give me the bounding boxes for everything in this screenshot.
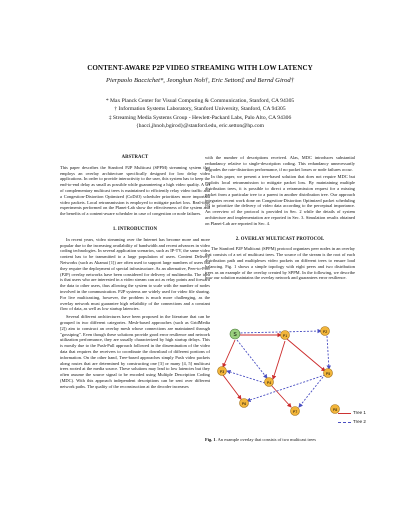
legend-tree2: Tree 2	[353, 419, 366, 424]
svg-text:P3: P3	[219, 370, 225, 374]
tree2-edge	[299, 377, 323, 407]
right-paragraph-2: In this paper, we present a tree-based solution that does not require MDC but exploits local retransmission to mitigate packet loss. By maintaining multiple distribution trees, it is possible to direct a retransmission request for a missing packet from a particular tree to a parent in another distribution tree. Our approach integrates recent work done on Congestion-Distortion Optimized packet scheduling [6] to prioritize the delivery of video data according to the perceptual importance. An overview of the protocol is provided in Sec. 2 while the details of system architecture and implementation are reported in Sec. 3. Simulation results obtained on Planet-Lab are reported in Sec. 4.	[205, 174, 355, 226]
node-p5	[324, 369, 333, 378]
right-column	[205, 155, 355, 283]
intro-paragraph-2: Several different architectures have been proposed in the literature that can be grouped in two different categories. Mesh-based approaches (such as GridMedia [2]) aim to construct an overlay mesh whose connections are maintained through "gossiping". Even though these solutions provide good error resilience and network utilization performance, they are usually characterized by high startup delays. This is mostly due to the Push-Pull approach followed in the dissemination of the video data that requires the receivers to coordinate the download of different portions of information. On the other hand, Tree-based approaches simply Push video packets along routes that are determined by constructing one [3] or many [4, 5] multicast trees rooted at the media source. These solutions may lead to low latencies but they often assume the source signal to be encoded using Multiple Description Coding (MDC). With this approach independent descriptions can be sent over different network paths. The quality of the reconstruction at the decoder increases	[60, 314, 210, 389]
svg-text:P7: P7	[292, 410, 298, 414]
svg-text:P5: P5	[325, 372, 331, 376]
tree2-edge	[247, 375, 325, 401]
legend-tree1: Tree 1	[353, 410, 366, 415]
node-p7	[291, 407, 300, 416]
svg-text:P1: P1	[282, 334, 288, 338]
legend-swatch-tree2	[338, 422, 351, 423]
node-source	[230, 329, 240, 339]
tree2-edge	[327, 336, 329, 369]
svg-text:P6: P6	[241, 402, 247, 406]
tree1-edge	[223, 340, 235, 367]
tree1-edge	[287, 339, 325, 371]
node-p2	[321, 327, 330, 336]
intro-paragraph-1: In recent years, video streaming over the Internet has become more and more popular due to the increasing availability of bandwidth and recent advances in video coding technologies. In several application scenarios, such as IP-TV, the same video content has to be transmitted to a large population of users. Content Delivery Networks (such as Akamai [1]) are often used to support large numbers of users but they require the deployment of special infrastructure. As an alternative, Peer-to-Peer (P2P) overlay networks have been considered for delivery of multimedia. The idea is that users who are interested in a video stream can act as relay points and forward the data to other users, thus allowing the system to scale with the number of nodes involved in the communication. P2P systems are widely used for video file sharing. For live multicasting, however, the problem is much more challenging, as the overlay network must guarantee high reliability of the connections and a constant flow of data, as well as low startup latencies.	[60, 236, 210, 312]
tree1-edge	[223, 375, 241, 399]
affiliations	[0, 97, 400, 130]
affiliation-2: † Information Systems Laboratory, Stanford University, Stanford, CA 94305	[114, 106, 286, 113]
intro-heading: 1. INTRODUCTION	[112, 226, 158, 232]
overlay-diagram	[207, 323, 357, 423]
author-emails: {bacci,jhnoh,bgirod}@stanford.edu, eric.setton@hp.com	[136, 122, 264, 129]
paper-title: CONTENT-AWARE P2P VIDEO STREAMING WITH LOW LATENCY	[87, 64, 313, 72]
section2-paragraph: The Stanford P2P Multicast (SPPM) protocol organizes peer nodes in an overlay that consists of a set of multicast trees. The source of the stream is the root of each distribution path and multiplexes video packets on different trees to ensure load balancing. Fig. 1 shows a simple topology with eight peers and two distribution trees as an example of the overlay created by SPPM. In the following, we describe how our solution maintains the overlay network and guarantees error resilience.	[205, 246, 355, 281]
affiliation-3: ‡ Streaming Media Systems Group - Hewlett-Packard Labs, Palo Alto, CA 94306	[108, 114, 292, 121]
tree2-edge	[237, 331, 321, 333]
legend-swatch-tree1	[338, 413, 351, 414]
svg-text:P8: P8	[332, 408, 338, 412]
left-column	[60, 155, 210, 391]
caption-text: . An example overlay that consists of two multicast trees	[215, 437, 316, 442]
node-p6	[240, 399, 249, 408]
node-p3	[218, 367, 227, 376]
node-p4	[265, 378, 274, 387]
caption-label: Fig. 1	[205, 437, 216, 442]
affiliation-1: * Max Planck Center for Visual Computing & Communication, Stanford, CA 94305	[105, 98, 295, 104]
svg-text:P4: P4	[266, 381, 272, 385]
tree1-edge	[271, 385, 291, 407]
right-paragraph-1: with the number of descriptions received. Alas, MDC introduces substantial redundancy relative to single-description coding. This redundancy unnecessarily degrades the rate-distortion performance, if no packet losses or node failures occur.	[205, 155, 355, 172]
tree2-edge	[237, 340, 267, 378]
svg-text:P2: P2	[322, 330, 328, 334]
tree1-edge	[273, 341, 285, 379]
author-list: Pierpaolo Baccichet*, Jeonghun Noh†, Eric Setton‡ and Bernd Girod†	[105, 77, 294, 84]
node-p1	[281, 331, 290, 340]
section2-heading: 2. OVERLAY MULTICAST PROTOCOL	[235, 236, 325, 242]
abstract-text: This paper describes the Stanford P2P Multicast (SPPM) streaming system that employs an overlay architecture specifically designed for low delay video applications. In order to provide interactivity to the user, this system has to keep the end-to-end delay as small as possible while guaranteeing a high video quality. A set of complementary multicast trees is maintained to efficiently relay video traffic and a Congestion-Distortion Optimized (CoDiO) scheduler prioritizes more important video packets. Local retransmission is employed to mitigate packet loss. Real-time experiments performed on the Planet-Lab show the effectiveness of the system and the benefits of a content-aware scheduler in case of congestion or node failures.	[60, 164, 210, 217]
svg-text:S: S	[233, 332, 237, 338]
figure-caption	[205, 437, 355, 443]
tree2-edge	[227, 371, 265, 383]
abstract-heading: ABSTRACT	[121, 155, 149, 160]
